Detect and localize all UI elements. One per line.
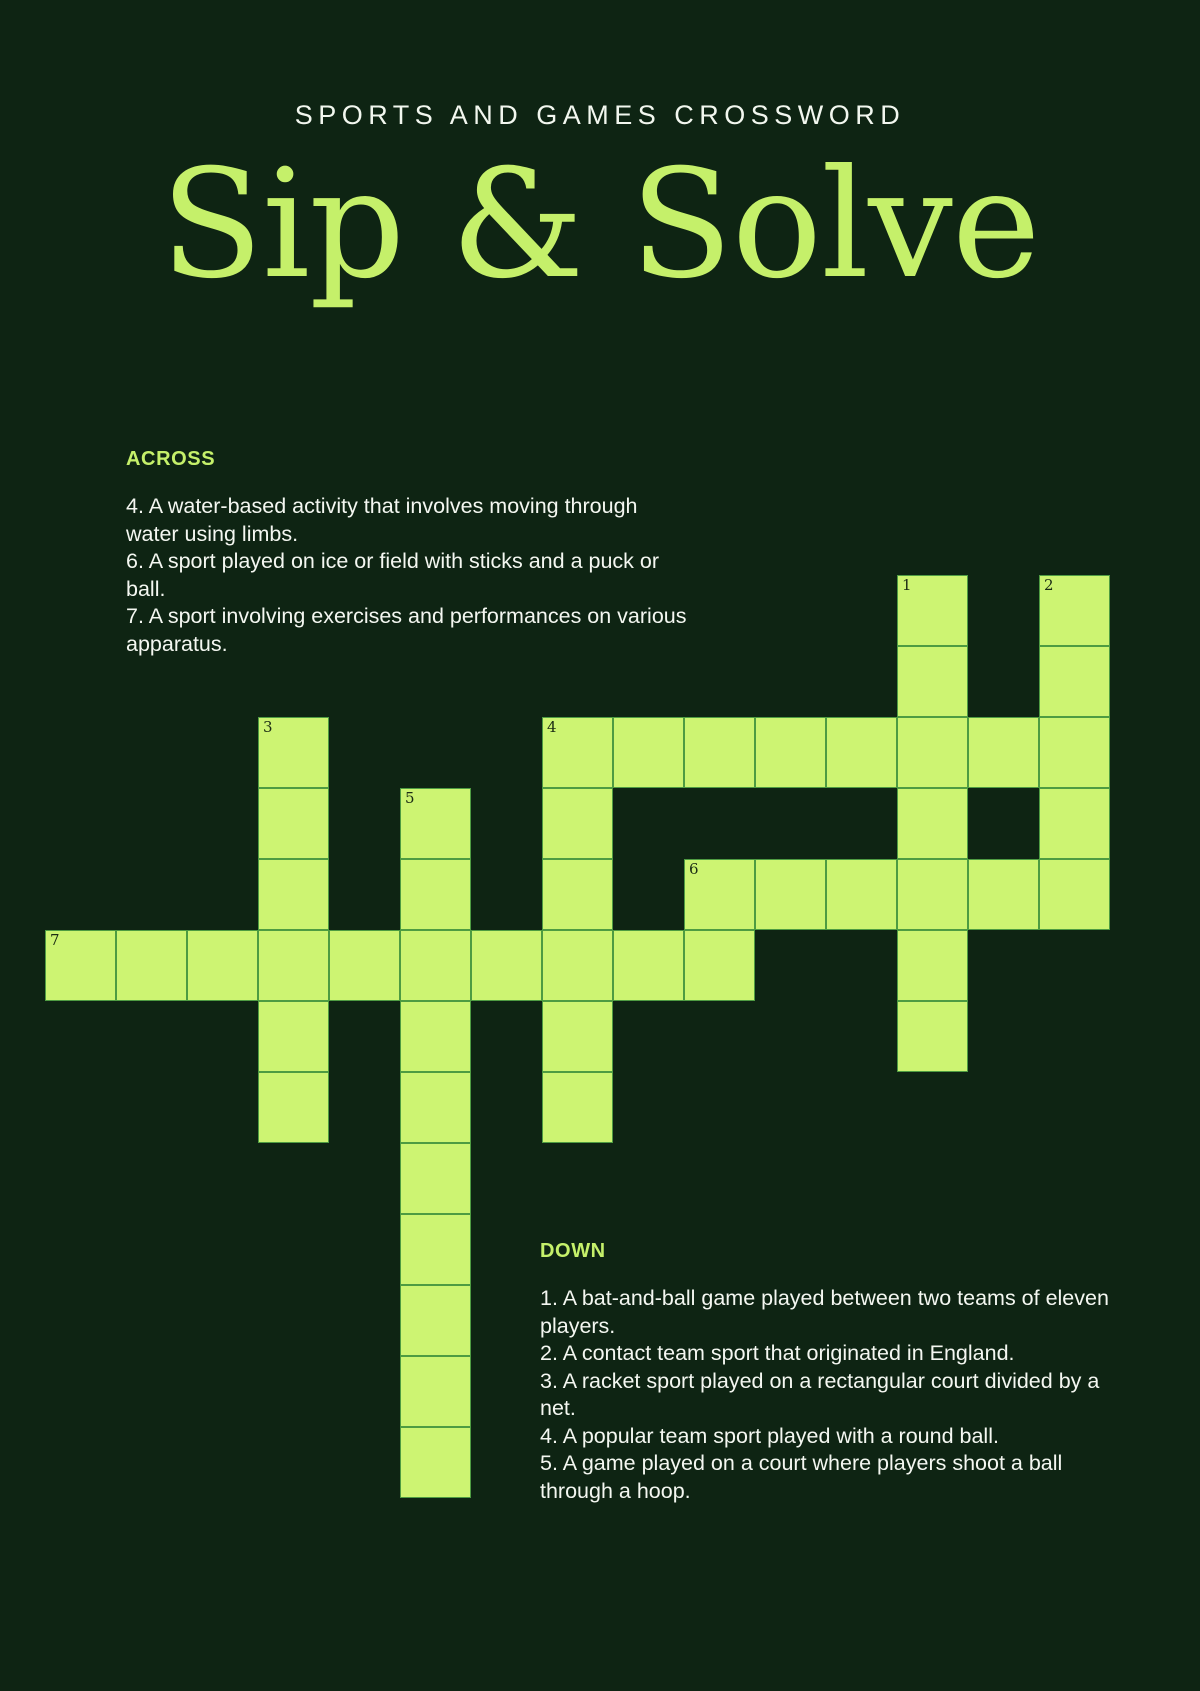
crossword-cell[interactable] <box>400 1001 471 1072</box>
crossword-cell[interactable] <box>542 930 613 1001</box>
clue-item: 4. A popular team sport played with a round ball. <box>540 1423 999 1448</box>
crossword-cell[interactable] <box>1039 859 1110 930</box>
crossword-cell[interactable] <box>400 1214 471 1285</box>
cell-number: 3 <box>263 718 273 736</box>
crossword-cell[interactable] <box>897 1001 968 1072</box>
clue-item: 2. A contact team sport that originated in England. <box>540 1341 1015 1366</box>
poster-eyebrow: SPORTS AND GAMES CROSSWORD <box>294 100 906 130</box>
cell-number: 5 <box>405 789 415 807</box>
crossword-cell[interactable] <box>968 859 1039 930</box>
crossword-cell[interactable] <box>542 859 613 930</box>
clue-item: 7. A sport involving exercises and performances on various apparatus. <box>126 604 687 656</box>
crossword-cell[interactable] <box>755 717 826 788</box>
crossword-cell[interactable] <box>116 930 187 1001</box>
crossword-cell[interactable] <box>897 930 968 1001</box>
clue-item: 6. A sport played on ice or field with sticks and a puck or ball. <box>126 549 660 601</box>
crossword-cell[interactable] <box>684 859 755 930</box>
crossword-cell[interactable] <box>755 859 826 930</box>
down-heading: DOWN <box>540 1240 606 1262</box>
cell-number: 7 <box>50 931 60 949</box>
across-heading: ACROSS <box>126 448 216 470</box>
page-title: Sip & Solve <box>160 138 1040 312</box>
crossword-cell[interactable] <box>400 930 471 1001</box>
crossword-cell[interactable] <box>826 859 897 930</box>
crossword-cell[interactable] <box>613 930 684 1001</box>
crossword-cell[interactable] <box>1039 646 1110 717</box>
crossword-cell[interactable] <box>897 717 968 788</box>
crossword-cell[interactable] <box>542 1072 613 1143</box>
crossword-cell[interactable] <box>258 788 329 859</box>
cell-number: 6 <box>689 860 699 878</box>
crossword-cell[interactable] <box>258 1001 329 1072</box>
crossword-cell[interactable] <box>400 1143 471 1214</box>
crossword-cell[interactable] <box>897 859 968 930</box>
crossword-cell[interactable] <box>897 575 968 646</box>
crossword-cell[interactable] <box>968 717 1039 788</box>
crossword-cell[interactable] <box>826 717 897 788</box>
crossword-cell[interactable] <box>471 930 542 1001</box>
crossword-cell[interactable] <box>897 788 968 859</box>
crossword-cell[interactable] <box>400 1072 471 1143</box>
crossword-cell[interactable] <box>542 717 613 788</box>
cell-number: 2 <box>1044 576 1054 594</box>
crossword-cell[interactable] <box>258 930 329 1001</box>
crossword-cell[interactable] <box>542 788 613 859</box>
crossword-cell[interactable] <box>258 859 329 930</box>
crossword-cell[interactable] <box>400 1427 471 1498</box>
cell-number: 4 <box>547 718 557 736</box>
crossword-cell[interactable] <box>1039 788 1110 859</box>
crossword-cell[interactable] <box>400 788 471 859</box>
clue-item: 4. A water-based activity that involves moving through water using limbs. <box>126 494 638 546</box>
crossword-cell[interactable] <box>258 1072 329 1143</box>
crossword-cell[interactable] <box>45 930 116 1001</box>
clue-item: 5. A game played on a court where players shoot a ball through a hoop. <box>540 1451 1063 1503</box>
crossword-cell[interactable] <box>613 717 684 788</box>
crossword-cell[interactable] <box>897 646 968 717</box>
crossword-cell[interactable] <box>684 930 755 1001</box>
clue-item: 3. A racket sport played on a rectangular court divided by a net. <box>540 1368 1100 1421</box>
cell-number: 1 <box>902 576 912 594</box>
crossword-cell[interactable] <box>1039 575 1110 646</box>
crossword-cell[interactable] <box>400 1356 471 1427</box>
crossword-cell[interactable] <box>400 1285 471 1356</box>
crossword-cell[interactable] <box>1039 717 1110 788</box>
crossword-cell[interactable] <box>187 930 258 1001</box>
crossword-cell[interactable] <box>684 717 755 788</box>
crossword-cell[interactable] <box>400 859 471 930</box>
crossword-cell[interactable] <box>329 930 400 1001</box>
clue-item: 1. A bat-and-ball game played between two teams of eleven players. <box>540 1286 1109 1338</box>
crossword-cell[interactable] <box>542 1001 613 1072</box>
crossword-cell[interactable] <box>258 717 329 788</box>
